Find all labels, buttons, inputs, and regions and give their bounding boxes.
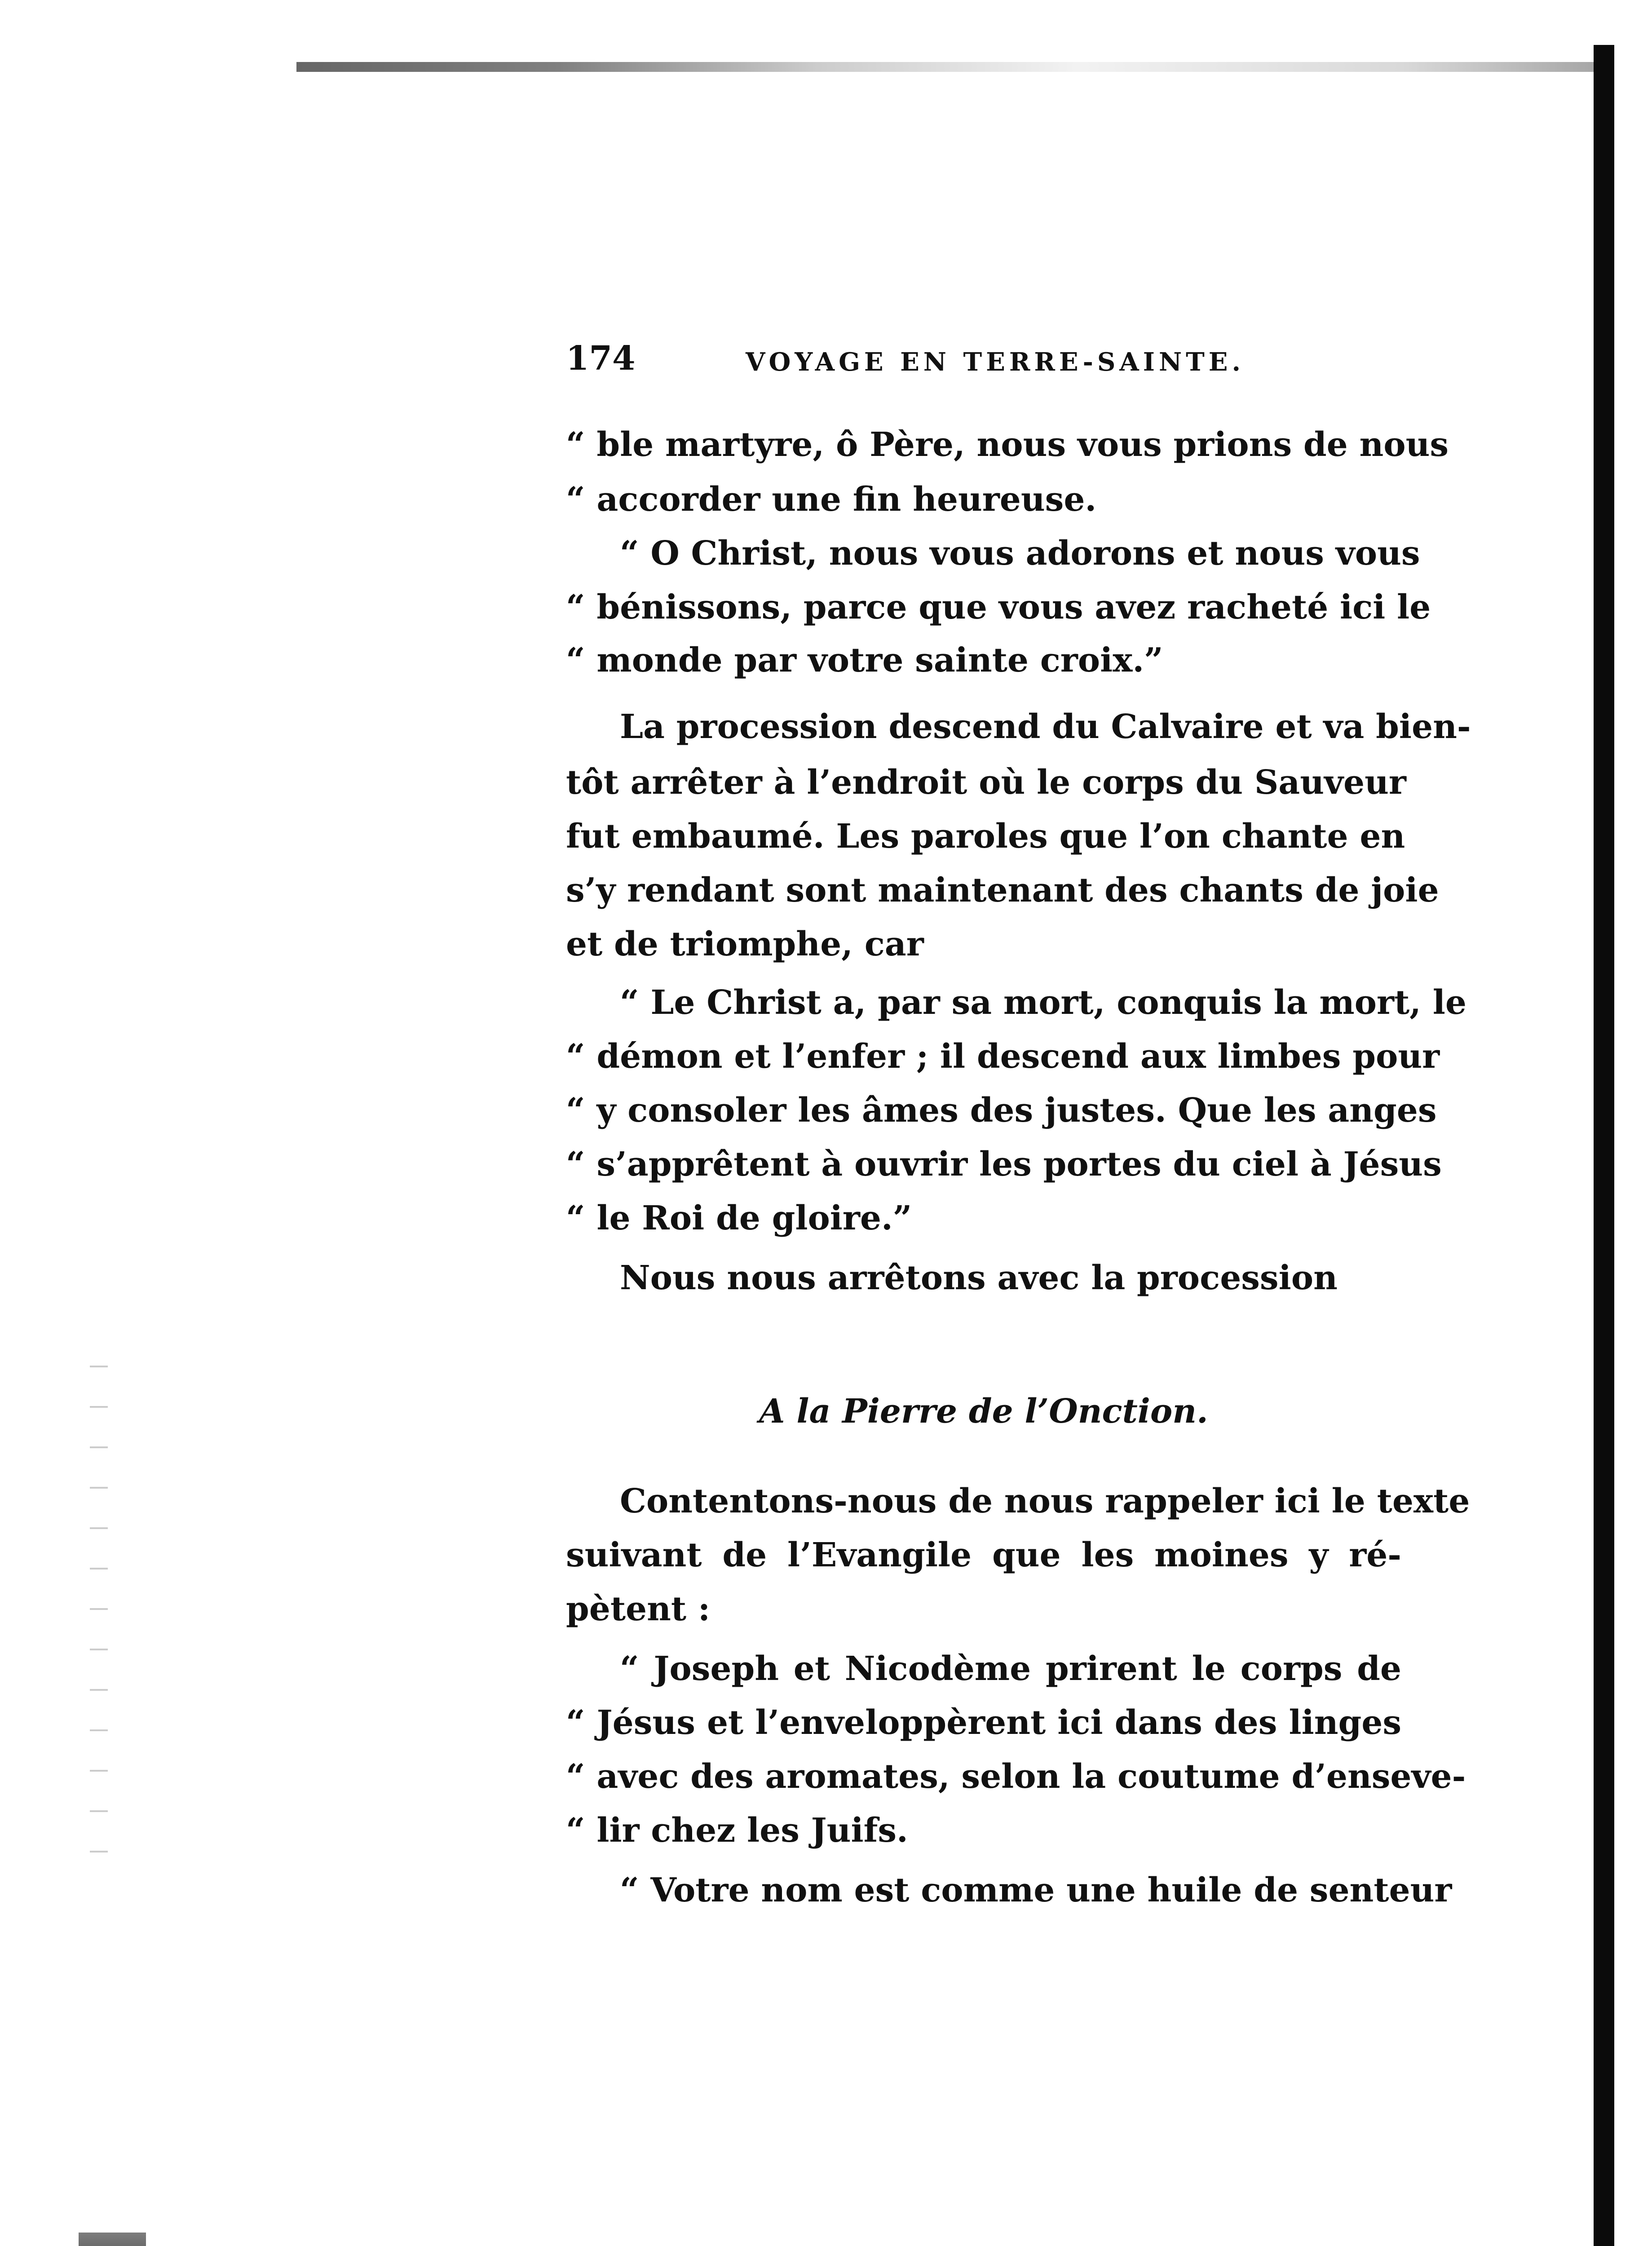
text-line: fut embaumé. Les paroles que l’on chante en [566,817,1405,856]
text-line: “ lir chez les Juifs. [566,1811,908,1850]
text-line: Contentons-nous de nous rappeler ici le texte [620,1482,1470,1521]
scan-binding-shadow [1594,45,1614,2246]
text-line: “ s’apprêtent à ouvrir les portes du ciel à Jésus [566,1145,1442,1184]
text-line: “ Le Christ a, par sa mort, conquis la mort, le [620,983,1466,1022]
scan-top-edge [296,62,1599,72]
text-line: suivant de l’Evangile que les moines y ré- [566,1536,1401,1574]
text-line: “ accorder une fin heureuse. [566,480,1097,519]
scan-corner-mark [79,2233,146,2246]
scan-speckle [90,1348,108,1887]
page-header [566,339,1401,384]
text-line: “ Jésus et l’enveloppèrent ici dans des linges [566,1703,1401,1742]
text-line: La procession descend du Calvaire et va bien- [620,707,1471,746]
text-line: “ ble martyre, ô Père, nous vous prions de nous [566,425,1449,464]
text-line: tôt arrêter à l’endroit où le corps du Sauveur [566,763,1406,802]
section-title: A la Pierre de l’Onction. [759,1392,1208,1431]
text-line: “ démon et l’enfer ; il descend aux limbes pour [566,1037,1440,1076]
text-line: “ bénissons, parce que vous avez racheté ici le [566,588,1431,627]
text-line: “ monde par votre sainte croix.” [566,641,1163,680]
page-number: 174 [566,339,636,378]
text-line: “ Votre nom est comme une huile de senteur [620,1871,1452,1910]
text-line: “ avec des aromates, selon la coutume d’enseve- [566,1757,1466,1796]
text-line: “ le Roi de gloire.” [566,1199,912,1238]
text-line: “ Joseph et Nicodème prirent le corps de [620,1649,1401,1688]
text-line: et de triomphe, car [566,925,924,964]
text-line: s’y rendant sont maintenant des chants de joie [566,871,1439,910]
text-line: Nous nous arrêtons avec la procession [620,1259,1338,1297]
text-line: “ y consoler les âmes des justes. Que les anges [566,1091,1437,1130]
text-line: “ O Christ, nous vous adorons et nous vous [620,534,1420,573]
running-head: VOYAGE EN TERRE-SAINTE. [746,347,1245,377]
text-line: pètent : [566,1590,711,1628]
